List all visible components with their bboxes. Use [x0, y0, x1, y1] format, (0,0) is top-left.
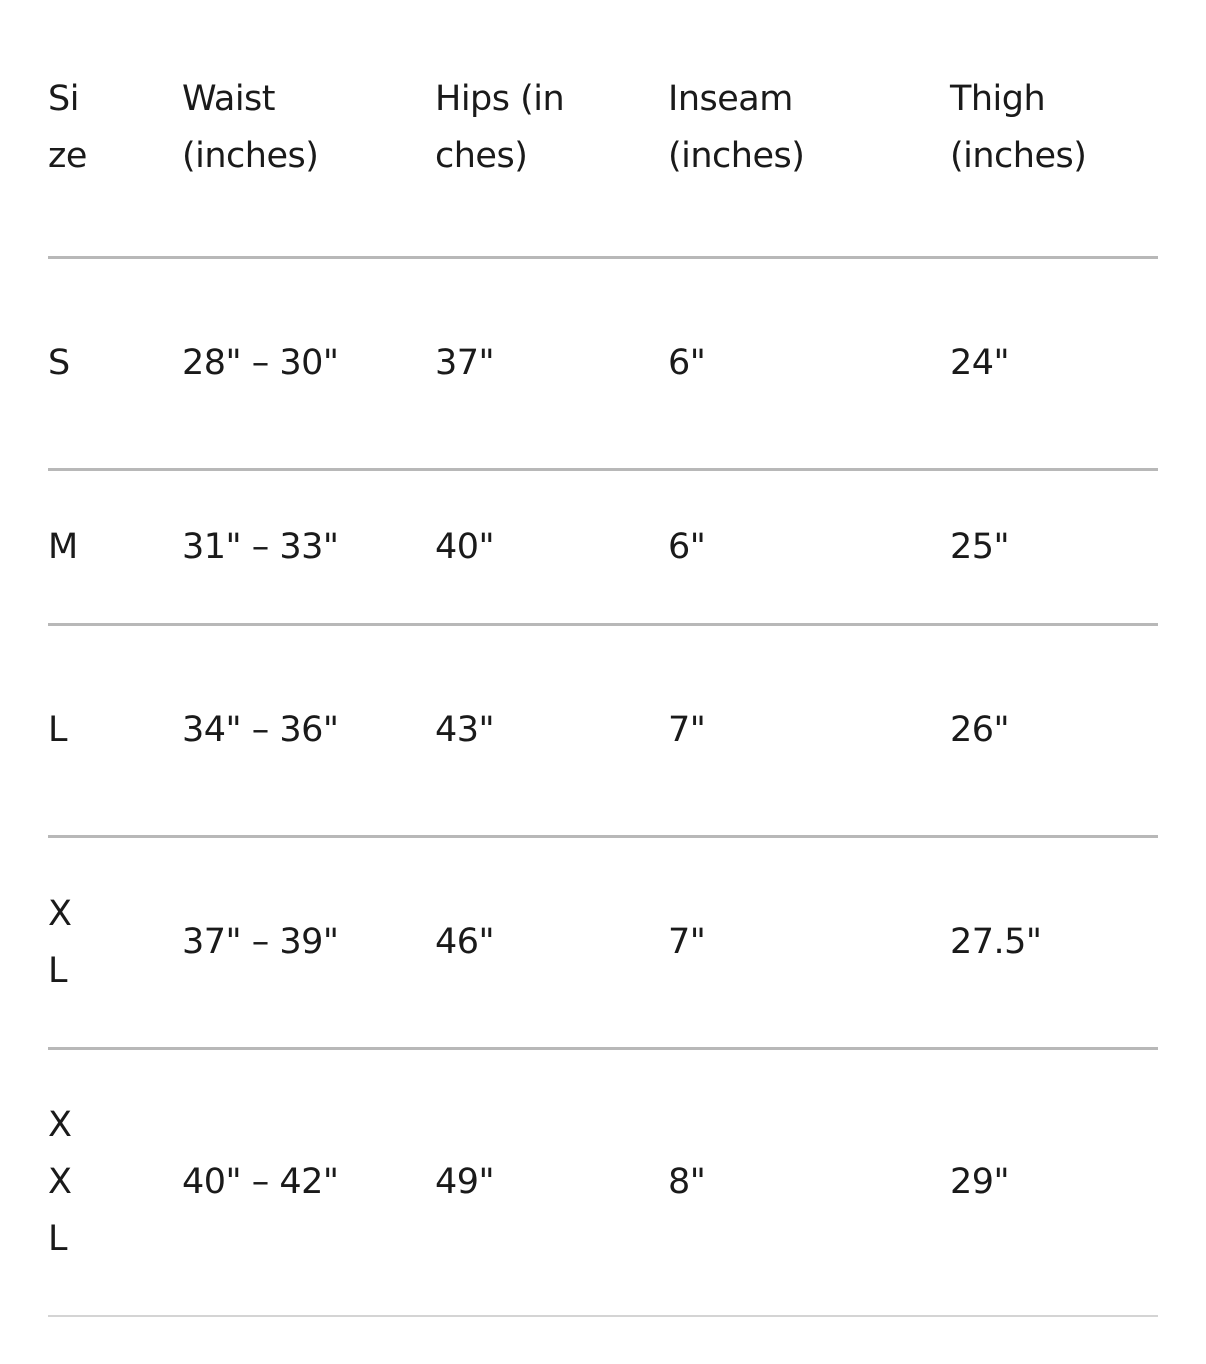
cell-size: M [48, 526, 78, 567]
cell-hips: 40" [435, 526, 495, 567]
cell-size: L [48, 710, 67, 750]
header-waist: Waist (inches) [182, 79, 319, 176]
row-divider [48, 1315, 1158, 1317]
table-row [48, 1050, 1158, 1315]
cell-thigh: 29" [950, 1162, 1010, 1202]
cell-thigh: 25" [950, 526, 1010, 567]
cell-size: S [48, 343, 70, 383]
cell-waist: 40" – 42" [182, 1162, 339, 1202]
cell-inseam: 8" [668, 1162, 706, 1202]
cell-inseam: 7" [668, 922, 706, 962]
table-row [48, 471, 1158, 623]
header-inseam: Inseam (inches) [668, 79, 805, 176]
cell-hips: 37" [435, 343, 495, 383]
table-row [48, 259, 1158, 468]
cell-size: XL [48, 893, 72, 991]
cell-thigh: 26" [950, 710, 1010, 750]
cell-hips: 49" [435, 1162, 495, 1202]
cell-waist: 28" – 30" [182, 343, 339, 383]
cell-hips: 43" [435, 710, 495, 750]
cell-size: XXL [48, 1105, 72, 1259]
table-row [48, 838, 1158, 1047]
cell-inseam: 6" [668, 343, 706, 383]
cell-thigh: 27.5" [950, 922, 1042, 962]
cell-hips: 46" [435, 922, 495, 962]
header-thigh: Thigh (inches) [950, 79, 1087, 176]
header-hips: Hips (inches) [435, 79, 565, 176]
cell-waist: 31" – 33" [182, 526, 339, 567]
table-header-row [48, 38, 1158, 218]
cell-waist: 37" – 39" [182, 922, 339, 962]
cell-waist: 34" – 36" [182, 710, 339, 750]
cell-thigh: 24" [950, 343, 1010, 383]
header-size: Size [48, 79, 87, 176]
cell-inseam: 6" [668, 526, 706, 567]
cell-inseam: 7" [668, 710, 706, 750]
table-row [48, 626, 1158, 835]
